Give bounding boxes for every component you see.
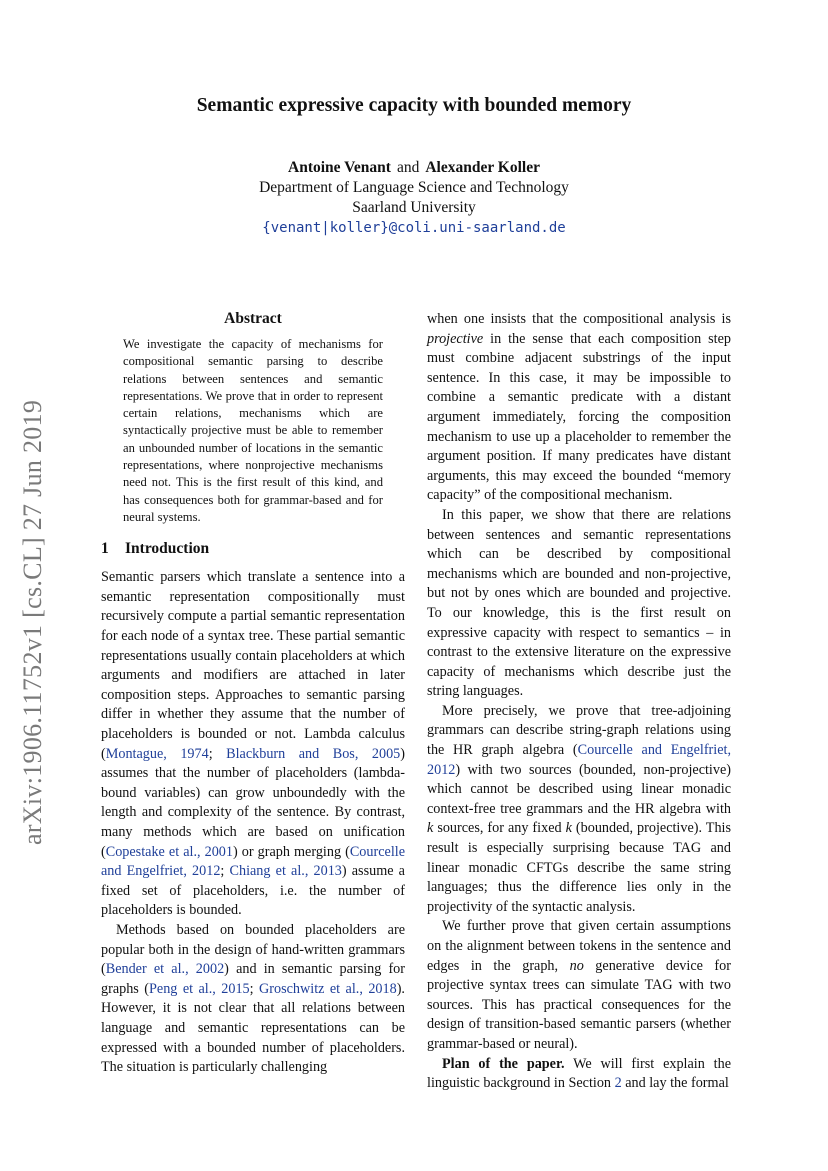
citation-link[interactable]: Copestake et al., 2001	[105, 843, 233, 860]
math-variable: k	[565, 820, 572, 837]
citation-link[interactable]: Chiang et al., 2013	[229, 863, 342, 880]
citation-link[interactable]: Courcelle and Engelfriet, 2012	[101, 843, 405, 880]
intro-paragraph-3: when one insists that the compositional analysis is projective in the sense that each composition step must combine adjacent substrings of the input sentence. In this case, it may be impossible to combine a semantic predicate with a distant argument immediately, forcing the composition mechanism to use up a placeholder to remember the argument position. If many predicates have distant arguments, this may exceed the bounded “memory capacity” of the compositional mechanism.	[427, 311, 731, 504]
left-column	[101, 310, 405, 1078]
intro-paragraph-1: Semantic parsers which translate a sentence into a semantic representation compositionally must recursively compute a partial semantic representation for each node of a syntax tree. These partial semantic representations usually contain placeholders at which arguments and modifiers are attached in later composition steps. Approaches to semantic parsing differ in whether they assume that the number of placeholders is bounded or not. Lambda calculus (Montague, 1974; Blackburn and Bos, 2005) assumes that the number of placeholders (lambda-bound variables) can grow unboundedly with the length and complexity of the sentence. By contrast, many methods which are based on unification (Copestake et al., 2001) or graph merging (Courcelle and Engelfriet, 2012; Chiang et al., 2013) assume a fixed set of placeholders, i.e. the number of placeholders is bounded.	[101, 569, 405, 919]
intro-paragraph-2: Methods based on bounded placeholders are popular both in the design of hand-written grammars (Bender et al., 2002) and in semantic parsing for graphs (Peng et al., 2015; Groschwitz et al., 2018). However, it is not clear that all relations between language and semantic representations can be expressed with a bounded number of placeholders. The situation is particularly challenging	[101, 921, 405, 1076]
citation-link[interactable]: Blackburn and Bos, 2005	[226, 745, 401, 762]
author-email-link[interactable]: {venant|koller}@coli.uni-saarland.de	[262, 220, 566, 236]
affiliation-department: Department of Language Science and Technology	[259, 179, 569, 196]
author-block	[0, 158, 828, 238]
citation-link[interactable]: Groschwitz et al., 2018	[259, 980, 397, 997]
intro-paragraph-5: More precisely, we prove that tree-adjoining grammars can describe string-graph relations using the HR graph algebra (Courcelle and Engelfriet, 2012) with two sources (bounded, non-projective) which cannot be described using linear monadic context-free tree grammars and the HR algebra with k sources, for any fixed k (bounded, projective). This result is especially surprising because TAG and linear monadic CFTGs describe the same string languages; thus the difference lies only in the projectivity of the syntactic analysis.	[427, 702, 731, 915]
paper-title: Semantic expressive capacity with bounded memory	[196, 95, 632, 116]
abstract-heading: Abstract	[224, 310, 282, 327]
math-variable: k	[427, 820, 434, 837]
run-in-heading: Plan of the paper.	[442, 1055, 565, 1072]
author-conjunction: and	[396, 159, 420, 176]
author-name: Antoine Venant	[288, 159, 391, 176]
citation-link[interactable]: Montague, 1974	[105, 745, 209, 762]
citation-link[interactable]: Peng et al., 2015	[149, 980, 250, 997]
section-heading-introduction	[101, 540, 405, 558]
emphasis-text: projective	[427, 330, 484, 347]
citation-link[interactable]: Courcelle and Engelfriet, 2012	[427, 742, 731, 778]
author-name: Alexander Koller	[425, 159, 540, 176]
arxiv-identifier-stamp: arXiv:1906.11752v1 [cs.CL] 27 Jun 2019	[18, 399, 47, 845]
intro-paragraph-7: Plan of the paper. We will first explain the linguistic background in Section 2 and lay the formal	[427, 1055, 731, 1092]
right-column	[427, 310, 731, 1094]
section-number: 1	[101, 540, 109, 558]
affiliation-university: Saarland University	[352, 199, 476, 216]
abstract-text: We investigate the capacity of mechanisms for compositional semantic parsing to describe relations between sentences and semantic representations. We prove that in order to represent certain relations, mechanisms which are syntactically projective must be able to remember an unbounded number of locations in the semantic representations, where nonprojective mechanisms need not. This is the first result of this kind, and has consequences both for grammar-based and for neural systems.	[123, 337, 383, 524]
citation-link[interactable]: Bender et al., 2002	[105, 961, 225, 978]
section-title: Introduction	[125, 540, 210, 558]
intro-paragraph-4: In this paper, we show that there are relations between sentences and semantic representations which can be described by compositional mechanisms which are bounded and non-projective, but not by ones which are bounded and projective. To our knowledge, this is the first result on expressive capacity with respect to semantics – in contrast to the extensive literature on the expressive capacity of mechanisms which describe just the string languages.	[427, 506, 731, 700]
section-reference-link[interactable]: 2	[614, 1075, 622, 1092]
intro-paragraph-6: We further prove that given certain assumptions on the alignment between tokens in the sentence and edges in the graph, no generative device for projective syntax trees can simulate TAG with two sources. This has practical consequences for the design of transition-based semantic parsers (whether grammar-based or neural).	[427, 918, 731, 1052]
emphasis-text: no	[569, 957, 584, 974]
